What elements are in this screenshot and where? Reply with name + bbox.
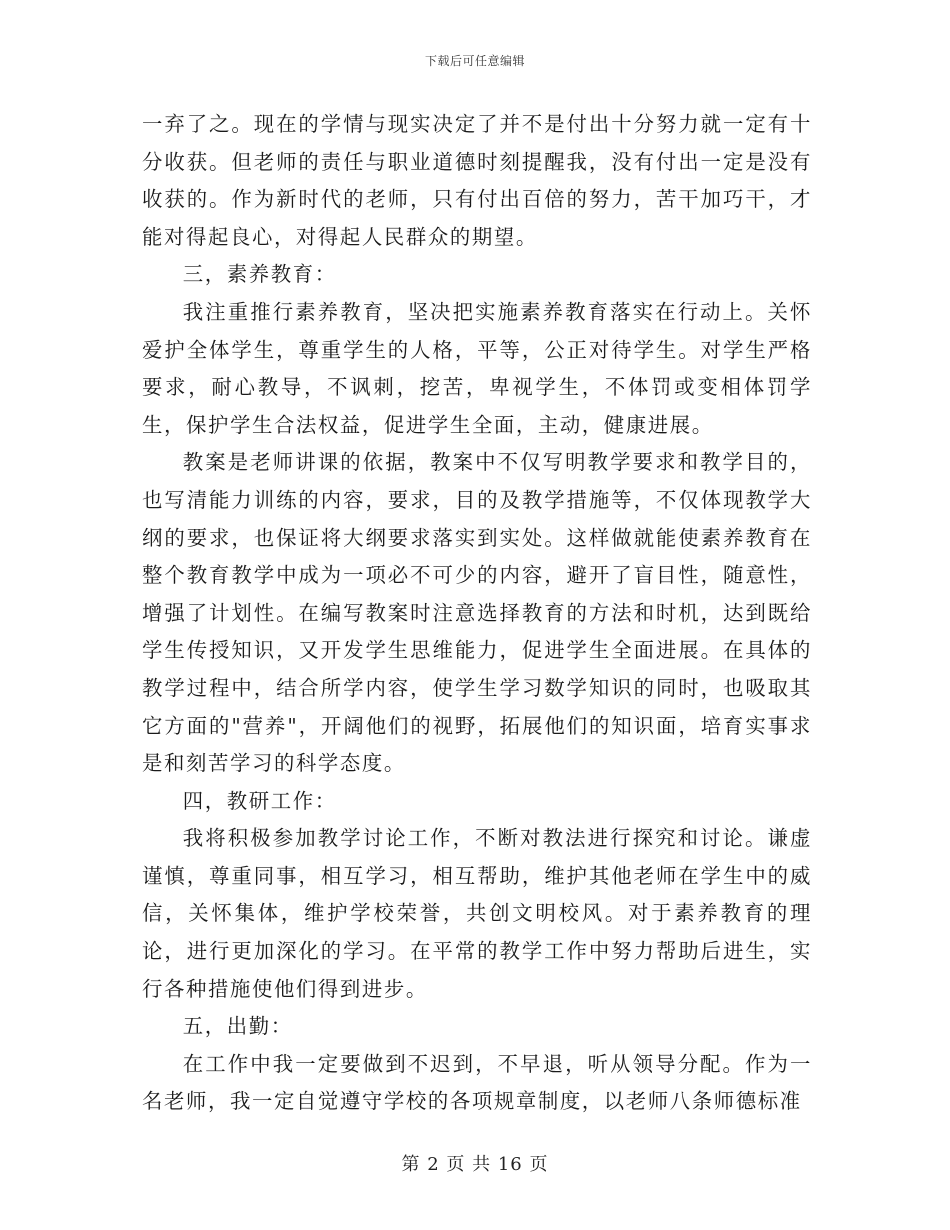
- page-header: 下载后可任意编辑: [424, 54, 525, 68]
- document-body: [142, 106, 812, 1121]
- paragraph-quality-education: 我注重推行素养教育，坚决把实施素养教育落实在行动上。关怀爱护全体学生，尊重学生的人格，平等，公正对待学生。对学生严格要求，耐心教导，不讽刺，挖苦，卑视学生，不体罚或变相体罚学生，保护学生合法权益，促进学生全面，主动，健康进展。: [142, 299, 812, 437]
- section-heading-teaching-research: 四，教研工作：: [182, 788, 337, 813]
- section-heading-quality-education: 三，素养教育：: [182, 262, 337, 287]
- paragraph-attendance: 在工作中我一定要做到不迟到，不早退，听从领导分配。作为一名老师，我一定自觉遵守学校的各项规章制度，以老师八条师德标准: [142, 1051, 812, 1114]
- paragraph-lesson-plans: 教案是老师讲课的依据，教案中不仅写明教学要求和教学目的，也写清能力训练的内容，要求，目的及教学措施等，不仅体现教学大纲的要求，也保证将大纲要求落实到实处。这样做就能使素养教育在整个教育教学中成为一项必不可少的内容，避开了盲目性，随意性，增强了计划性。在编写教案时注意选择教育的方法和时机，达到既给学生传授知识，又开发学生思维能力，促进学生全面进展。在具体的教学过程中，结合所学内容，使学生学习数学知识的同时，也吸取其它方面的"营养"，开阔他们的视野，拓展他们的知识面，培育实事求是和刻苦学习的科学态度。: [142, 450, 812, 776]
- paragraph-teaching-research: 我将积极参加教学讨论工作，不断对教法进行探究和讨论。谦虚谨慎，尊重同事，相互学习，相互帮助，维护其他老师在学生中的威信，关怀集体，维护学校荣誉，共创文明校风。对于素养教育的理论，进行更加深化的学习。在平常的教学工作中努力帮助后进生，实行各种措施使他们得到进步。: [142, 826, 812, 1001]
- section-heading-attendance: 五，出勤：: [182, 1014, 293, 1039]
- paragraph-continuation: 一弃了之。现在的学情与现实决定了并不是付出十分努力就一定有十分收获。但老师的责任与职业道德时刻提醒我，没有付出一定是没有收获的。作为新时代的老师，只有付出百倍的努力，苦干加巧干，才能对得起良心，对得起人民群众的期望。: [142, 112, 812, 249]
- page-number-footer: 第 2 页 共 16 页: [401, 1154, 549, 1175]
